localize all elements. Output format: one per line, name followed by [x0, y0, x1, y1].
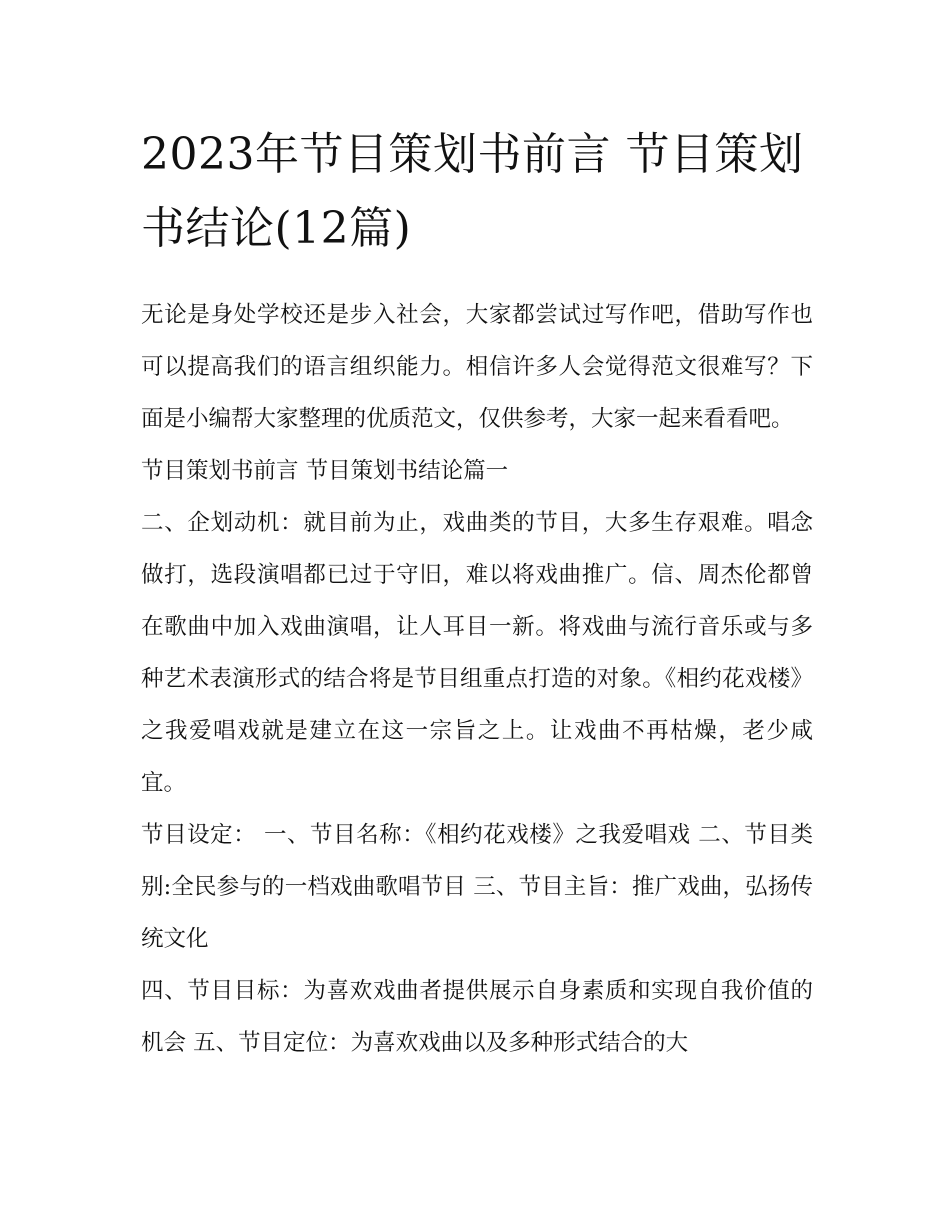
- document-title: 2023年节目策划书前言 节目策划书结论(12篇): [141, 129, 804, 254]
- intro-paragraph: 无论是身处学校还是步入社会，大家都尝试过写作吧，借助写作也可以提高我们的语言组织能力。相信许多人会觉得范文很难写？下面是小编帮大家整理的优质范文，仅供参考，大家一起来看看吧。: [141, 302, 813, 432]
- document-content: [141, 118, 813, 1069]
- body-paragraph: 节目设定： 一、节目名称：《相约花戏楼》之我爱唱戏 二、节目类别:全民参与的一档戏曲歌唱节目 三、节目主旨：推广戏曲，弘扬传统文化: [141, 822, 813, 952]
- body-paragraph: 二、企划动机：就目前为止，戏曲类的节目，大多生存艰难。唱念做打，选段演唱都已过于守旧，难以将戏曲推广。信、周杰伦都曾在歌曲中加入戏曲演唱，让人耳目一新。将戏曲与流行音乐或与多种艺术表演形式的结合将是节目组重点打造的对象。《相约花戏楼》之我爱唱戏就是建立在这一宗旨之上。让戏曲不再枯燥，老少咸宜。: [141, 510, 813, 796]
- body-paragraph: 四、节目目标：为喜欢戏曲者提供展示自身素质和实现自我价值的机会 五、节目定位：为喜欢戏曲以及多种形式结合的大: [141, 978, 813, 1056]
- section-heading: 节目策划书前言 节目策划书结论篇一: [141, 458, 509, 484]
